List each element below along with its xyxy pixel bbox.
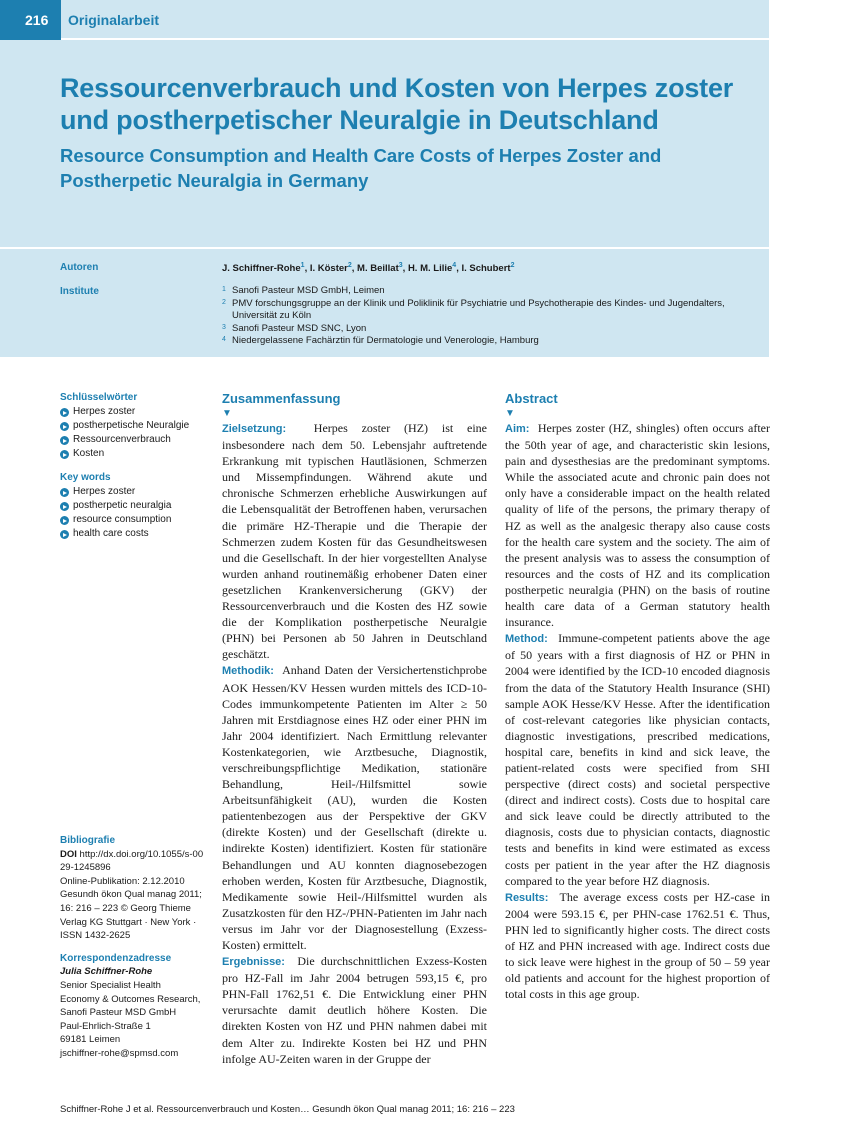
bullet-arrow-icon: [60, 516, 69, 525]
author: J. Schiffner-Rohe$^1$: [222, 262, 305, 275]
top-bar: [0, 0, 769, 40]
korrespondenz-heading: Korrespondenzadresse: [60, 952, 172, 964]
bullet-arrow-icon: [60, 422, 69, 431]
title-german: Ressourcenverbrauch und Kosten von Herpes zoster und postherpetischer Neuralgie in Deutschland: [60, 73, 734, 135]
zusammenfassung-heading: Zusammenfassung: [222, 391, 341, 406]
journal-citation: Gesundh ökon Qual manag 2011; 16: 216 – 223 © Georg Thieme Verlag KG Stuttgart · New York · ISSN 1432-2625: [60, 889, 202, 942]
aim-paragraph: Aim: Herpes zoster (HZ, shingles) often occurs after the 50th year of age, and characteristic skin lesions, pain and dysesthesias are the predominant symptoms. While the associated acute and chronic pain does not only have a considerable impact on the health related quality of life of the persons, the primary therapy of HZ as well as the analgesic therapy also cause costs for the health care system and the society. The aim of the present analysis was to assess the consumption of resources and the costs of HZ and its complication postherpetic neuralgia (PHN) on the basis of routine health care data of a German statutory health insurance.: [505, 421, 770, 630]
author: I. Schubert$^2$: [461, 262, 515, 275]
bullet-arrow-icon: [60, 436, 69, 445]
bullet-arrow-icon: [60, 450, 69, 459]
contact-line: Sanofi Pasteur MSD GmbH: [60, 1007, 177, 1019]
bibliografie-heading: Bibliografie: [60, 835, 116, 846]
bullet-arrow-icon: [60, 408, 69, 417]
page-footer: Schiffner-Rohe J et al. Ressourcenverbrauch und Kosten… Gesundh ökon Qual manag 2011; 16: 216 – 223: [60, 1104, 515, 1115]
contact-line: Senior Specialist Health: [60, 979, 161, 991]
triangle-down-icon: ▼: [222, 408, 232, 419]
keyword-item: Kosten: [60, 447, 210, 461]
keyword-item: Ressourcenverbrauch: [60, 433, 210, 447]
author: I. Köster$^2$: [309, 262, 352, 275]
divider: [0, 247, 769, 249]
schluesselwoerter-heading: Schlüsselwörter: [60, 392, 138, 403]
institute-item: 2 PMV forschungsgruppe an der Klinik und Poliklinik für Psychiatrie und Psychotherapie des Kindes- und Jugendalters, Universität zu Köln: [222, 297, 725, 322]
keyword-item: postherpetic neuralgia: [60, 499, 210, 513]
authors-label: Autoren: [60, 262, 99, 273]
institutes-label: Institute: [60, 286, 99, 297]
keyword-item: health care costs: [60, 527, 210, 541]
author: M. Beillat$^3$: [357, 262, 403, 275]
abstract-column: [505, 390, 770, 1002]
ergebnisse-paragraph: Ergebnisse: Die durchschnittlichen Exzess-Kosten pro HZ-Fall im Jahr 2004 betrugen 593,15 €, pro PHN-Fall 1762,51 €. Die Entwicklung einer PHN verursachte damit deutlich höhere Kosten. Die direkten Kosten von HZ und PHN nahmen dabei mit dem Alter zu. Indirekte Kosten bei HZ und PHN infolge AU-Zeiten waren in der Gruppe der: [222, 954, 487, 1066]
keywords-sidebar: [60, 391, 210, 541]
section-name: Originalarbeit: [68, 12, 160, 28]
keyword-item: postherpetische Neuralgie: [60, 419, 210, 433]
results-paragraph: Results: The average excess costs per HZ-case in 2004 were 593.15 €, per PHN-case 1762.51 €. Thus, PHN led to significantly higher costs. The direct costs of HZ and PHN increased with age. Indirect costs due to sick leave were highest in the group of 50 – 59 year old patients and account for the highest proportion of total costs in this age group.: [505, 889, 770, 1002]
abstract-heading: Abstract: [505, 391, 558, 406]
contact-email: jschiffner-rohe@spmsd.com: [60, 1047, 179, 1059]
institute-item: 3 Sanofi Pasteur MSD SNC, Lyon: [222, 322, 367, 334]
bullet-arrow-icon: [60, 488, 69, 497]
institutes-list: [222, 285, 762, 348]
bullet-arrow-icon: [60, 530, 69, 539]
zusammenfassung-column: [222, 390, 487, 1067]
authors-line: J. Schiffner-Rohe$^1$, I. Köster$^2$, M. Beillat$^3$, H. M. Lilie$^4$, I. Schubert$^2$: [222, 262, 515, 275]
institute-item: 1 Sanofi Pasteur MSD GmbH, Leimen: [222, 285, 385, 296]
method-paragraph: Method: Immune-competent patients above the age of 50 years with a first diagnosis of HZ or PHN in 2004 were identified by the ICD-10 encoded diagnosis from the data of the Statutory Health Insurance (SHI) sample AOK Hesse/KV Hesse. After the identification of cost-relevant categories like physician contacts, diagnostic investigations, prescribed medications, hospital care, benefits in kind and sick leave, the patient-related costs were specified from SHI perspective (direct costs) and societal perspective (direct and indirect costs). Costs due to hospital care and sick leave could be directly attributed to the diagnosis, costs due to physician contacts, diagnostic tests and benefits in kind were estimated as excess costs per patient in the year after the HZ diagnosis compared to the year before HZ diagnosis.: [505, 631, 770, 888]
zielsetzung-paragraph: Zielsetzung: Herpes zoster (HZ) ist eine insbesondere nach dem 50. Lebensjahr auftretende Erkrankung mit typischen Hautläsionen, Schmerzen und Missempfindungen. Während akute und chronische Schmerzen erhebliche Auswirkungen auf die Lebensqualität der Betroffenen haben, verursachen die primäre HZ-Therapie und die Therapie der Schmerzen zudem Kosten für das Gesundheitswesen und die Gesellschaft. In der hier vorgestellten Analyse wurden anhand routinemäßig erhobener Daten einer gesetzlichen Krankenversicherung (GKV) der Ressourcenverbrauch und die Kosten des HZ sowie die der Komplikation postherpetische Neuralgie (PHN) bei Personen ab 50 Jahren in Deutschland geschätzt.: [222, 421, 487, 662]
online-publication: Online-Publikation: 2.12.2010: [60, 875, 185, 887]
title-english: Resource Consumption and Health Care Costs of Herpes Zoster and Postherpetic Neuralgia in Germany: [60, 145, 662, 191]
contact-line: Paul-Ehrlich-Straße 1: [60, 1020, 151, 1032]
methodik-paragraph: Methodik: Anhand Daten der Versichertenstichprobe AOK Hessen/KV Hessen wurden mittels des ICD-10-Codes immunkompetente Patienten im Alter ≥ 50 Jahren mit Erstdiagnose eines HZ oder einer PHN im Jahr 2004 identifiziert. Nach Ermittlung relevanter Kostenkategorien, wie Arztbesuche, Diagnostik, verschreibungspflichtige Medikation, stationäre Behandlung, Heil-/Hilfsmittel sowie Arbeitsunfähigkeit (AU), wurden die Kosten patientenbezogen aus der Perspektive der GKV (direkte Kosten) und der Gesellschaft (direkte u. indirekte Kosten) identifiziert. Kosten für stationäre Behandlungen und AU konnten diagnosebezogen erhoben werden, Kosten für Arztbesuche, Diagnostik, Medikamente sowie Heil-/Hilfsmittel wurden als Zusatzkosten für den HZ-/PHN-Patienten im Jahr nach versus im Jahr vor der Diagnosestellung (Exzess-Kosten) ermittelt.: [222, 663, 487, 952]
bibliography-sidebar: [60, 834, 208, 1061]
institute-item: 4 Niedergelassene Fachärztin für Dermatologie und Venerologie, Hamburg: [222, 335, 539, 347]
keyword-item: resource consumption: [60, 513, 210, 527]
author: H. M. Lilie$^4$: [407, 262, 457, 275]
keyword-item: Herpes zoster: [60, 485, 210, 499]
contact-line: Economy & Outcomes Research,: [60, 993, 201, 1005]
bullet-arrow-icon: [60, 502, 69, 511]
doi-line: DOI http://dx.doi.org/10.1055/s-0029-1245896: [60, 848, 204, 874]
contact-name: Julia Schiffner-Rohe: [60, 966, 153, 978]
page-number: 216: [0, 0, 61, 40]
contact-line: 69181 Leimen: [60, 1034, 121, 1046]
keyword-item: Herpes zoster: [60, 405, 210, 419]
keywords-heading: Key words: [60, 472, 111, 483]
triangle-down-icon: ▼: [505, 408, 515, 419]
